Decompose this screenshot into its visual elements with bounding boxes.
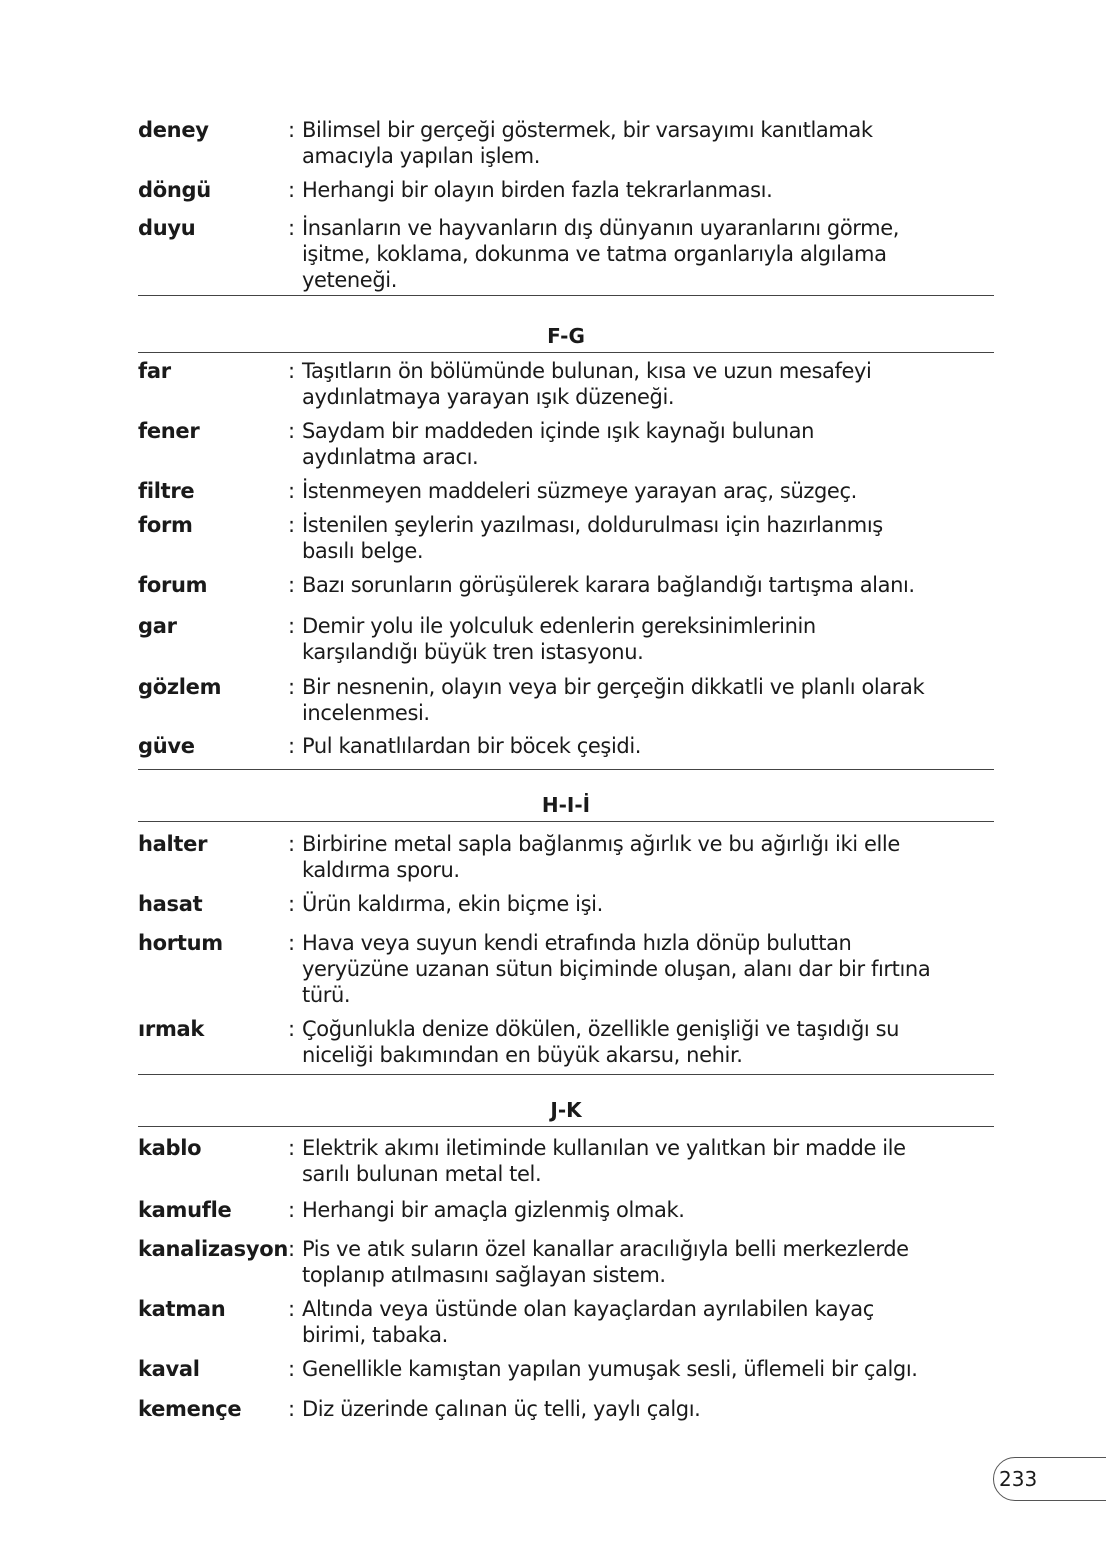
definition-line: Birbirine metal sapla bağlanmış ağırlık ve bu ağırlığı iki elle <box>302 832 900 856</box>
entry-separator: : <box>288 479 296 503</box>
section-divider <box>138 1074 994 1075</box>
entry-separator: : <box>288 359 296 383</box>
entry-separator: : <box>288 832 296 856</box>
entry-term: katman <box>138 1297 226 1321</box>
definition-line: amacıyla yapılan işlem. <box>302 144 540 168</box>
entry-separator: : <box>288 892 296 916</box>
entry-term: fener <box>138 419 200 443</box>
entry-definition <box>302 177 772 203</box>
definition-line: birimi, tabaka. <box>302 1323 448 1347</box>
entry-separator: : <box>288 1237 296 1261</box>
entry-definition <box>302 674 924 726</box>
definition-line: Saydam bir maddeden içinde ışık kaynağı bulunan <box>302 419 815 443</box>
definition-line: Herhangi bir amaçla gizlenmiş olmak. <box>302 1198 685 1222</box>
definition-line: Ürün kaldırma, ekin biçme işi. <box>302 892 603 916</box>
entry-separator: : <box>288 1136 296 1160</box>
definition-line: işitme, koklama, dokunma ve tatma organlarıyla algılama <box>302 242 887 266</box>
entry-definition <box>302 930 930 1008</box>
definition-line: Taşıtların ön bölümünde bulunan, kısa ve uzun mesafeyi <box>302 359 872 383</box>
definition-line: Diz üzerinde çalınan üç telli, yaylı çalgı. <box>302 1397 701 1421</box>
entry-definition <box>302 1296 874 1348</box>
entry-separator: : <box>288 513 296 537</box>
entry-separator: : <box>288 614 296 638</box>
entry-term: ırmak <box>138 1017 205 1041</box>
definition-line: basılı belge. <box>302 539 424 563</box>
entry-definition <box>302 1236 909 1288</box>
definition-line: Bir nesnenin, olayın veya bir gerçeğin dikkatli ve planlı olarak <box>302 675 925 699</box>
entry-term: duyu <box>138 216 196 240</box>
entry-separator: : <box>288 931 296 955</box>
entry-term: hasat <box>138 892 203 916</box>
definition-line: Pis ve atık suların özel kanallar aracılığıyla belli merkezlerde <box>302 1237 909 1261</box>
definition-line: Genellikle kamıştan yapılan yumuşak sesli, üflemeli bir çalgı. <box>302 1357 918 1381</box>
entry-definition <box>302 418 814 470</box>
entry-term: kablo <box>138 1136 202 1160</box>
definition-line: yeteneği. <box>302 268 397 292</box>
entry-term: gözlem <box>138 675 222 699</box>
entry-separator: : <box>288 1357 296 1381</box>
definition-line: Bazı sorunların görüşülerek karara bağlandığı tartışma alanı. <box>302 573 915 597</box>
entry-term: güve <box>138 734 195 758</box>
entry-separator: : <box>288 675 296 699</box>
entry-definition <box>302 1197 685 1223</box>
entry-definition <box>302 831 900 883</box>
entry-term: form <box>138 513 193 537</box>
entry-term: döngü <box>138 178 211 202</box>
page-number: 233 <box>993 1457 1106 1501</box>
entry-separator: : <box>288 1297 296 1321</box>
entry-separator: : <box>288 573 296 597</box>
entry-definition <box>302 117 873 169</box>
definition-line: Altında veya üstünde olan kayaçlardan ayrılabilen kayaç <box>302 1297 874 1321</box>
entry-term: forum <box>138 573 208 597</box>
entry-separator: : <box>288 118 296 142</box>
entry-definition <box>302 512 883 564</box>
entry-definition <box>302 1016 899 1068</box>
entry-term: kemençe <box>138 1397 242 1421</box>
entry-separator: : <box>288 1397 296 1421</box>
section-divider <box>138 295 994 296</box>
heading-divider <box>138 1126 994 1127</box>
entry-definition <box>302 733 641 759</box>
entry-separator: : <box>288 1017 296 1041</box>
definition-line: aydınlatmaya yarayan ışık düzeneği. <box>302 385 675 409</box>
entry-term: hortum <box>138 931 223 955</box>
section-heading: J-K <box>550 1098 582 1122</box>
definition-line: İstenmeyen maddeleri süzmeye yarayan araç, süzgeç. <box>302 479 857 503</box>
entry-definition <box>302 1135 906 1187</box>
definition-line: incelenmesi. <box>302 701 430 725</box>
entry-definition <box>302 215 899 293</box>
section-heading: F-G <box>547 324 585 348</box>
definition-line: Elektrik akımı iletiminde kullanılan ve yalıtkan bir madde ile <box>302 1136 906 1160</box>
definition-line: Herhangi bir olayın birden fazla tekrarlanması. <box>302 178 773 202</box>
definition-line: sarılı bulunan metal tel. <box>302 1162 542 1186</box>
entry-definition <box>302 1396 700 1422</box>
entry-separator: : <box>288 178 296 202</box>
entry-term: kanalizasyon <box>138 1237 289 1261</box>
entry-term: gar <box>138 614 177 638</box>
entry-definition <box>302 358 871 410</box>
entry-term: filtre <box>138 479 195 503</box>
heading-divider <box>138 821 994 822</box>
entry-term: kamufle <box>138 1198 232 1222</box>
definition-line: İnsanların ve hayvanların dış dünyanın uyaranlarını görme, <box>302 216 900 240</box>
entry-separator: : <box>288 1198 296 1222</box>
entry-definition <box>302 478 857 504</box>
entry-definition <box>302 891 603 917</box>
definition-line: yeryüzüne uzanan sütun biçiminde oluşan, alanı dar bir fırtına <box>302 957 931 981</box>
entry-definition <box>302 1356 918 1382</box>
definition-line: Demir yolu ile yolculuk edenlerin gereksinimlerinin <box>302 614 816 638</box>
definition-line: türü. <box>302 983 351 1007</box>
heading-divider <box>138 352 994 353</box>
entry-term: halter <box>138 832 208 856</box>
entry-separator: : <box>288 419 296 443</box>
definition-line: karşılandığı büyük tren istasyonu. <box>302 640 644 664</box>
definition-line: İstenilen şeylerin yazılması, doldurulması için hazırlanmış <box>302 513 883 537</box>
definition-line: toplanıp atılmasını sağlayan sistem. <box>302 1263 666 1287</box>
entry-definition <box>302 572 915 598</box>
definition-line: kaldırma sporu. <box>302 858 460 882</box>
definition-line: niceliği bakımından en büyük akarsu, nehir. <box>302 1043 743 1067</box>
entry-term: far <box>138 359 171 383</box>
definition-line: Hava veya suyun kendi etrafında hızla dönüp buluttan <box>302 931 852 955</box>
entry-term: kaval <box>138 1357 200 1381</box>
definition-line: aydınlatma aracı. <box>302 445 479 469</box>
entry-separator: : <box>288 216 296 240</box>
entry-term: deney <box>138 118 209 142</box>
definition-line: Bilimsel bir gerçeği göstermek, bir varsayımı kanıtlamak <box>302 118 873 142</box>
entry-separator: : <box>288 734 296 758</box>
section-divider <box>138 769 994 770</box>
section-heading: H-I-İ <box>541 793 591 817</box>
definition-line: Çoğunlukla denize dökülen, özellikle genişliği ve taşıdığı su <box>302 1017 900 1041</box>
definition-line: Pul kanatlılardan bir böcek çeşidi. <box>302 734 642 758</box>
entry-definition <box>302 613 816 665</box>
